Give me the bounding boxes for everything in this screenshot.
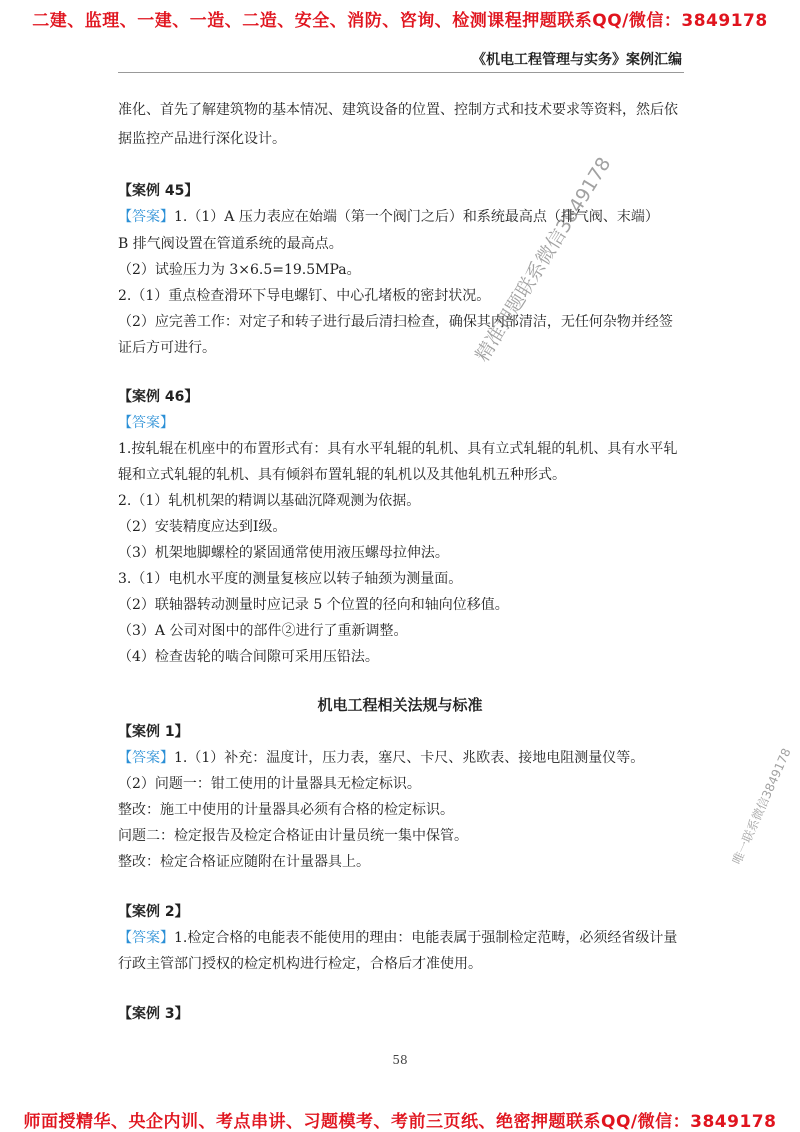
case-heading: 【案例 3】	[118, 1006, 189, 1022]
body-text-line: 辊和立式轧辊的轧机、具有倾斜布置轧辊的轧机以及其他轧机五种形式。	[118, 467, 566, 483]
body-text-line: 整改：施工中使用的计量器具必须有合格的检定标识。	[118, 802, 454, 818]
body-text-line: 2.（1）重点检查滑环下导电螺钉、中心孔堵板的密封状况。	[118, 288, 491, 304]
body-text-line: B 排气阀设置在管道系统的最高点。	[118, 236, 343, 252]
section-title: 机电工程相关法规与标准	[317, 696, 483, 714]
body-text-line: （2）问题一：钳工使用的计量器具无检定标识。	[118, 776, 421, 792]
case-heading: 【案例 46】	[118, 389, 199, 405]
body-text-line: （2）安装精度应达到Ⅰ级。	[118, 519, 287, 535]
body-text-line: （3）A 公司对图中的部件②进行了重新调整。	[118, 623, 408, 639]
answer-label: 【答案】	[118, 415, 174, 431]
body-text-line: （2）试验压力为 3×6.5=19.5MPa。	[118, 262, 361, 278]
answer-line	[118, 927, 677, 947]
body-text-line: （2）联轴器转动测量时应记录 5 个位置的径向和轴向位移值。	[118, 597, 509, 613]
body-text-line: 1.按轧辊在机座中的布置形式有：具有水平轧辊的轧机、具有立式轧辊的轧机、具有水平轧	[118, 441, 678, 457]
body-text-line: 3.（1）电机水平度的测量复核应以转子轴颈为测量面。	[118, 571, 463, 587]
body-text-line: 整改：检定合格证应随附在计量器具上。	[118, 854, 370, 870]
body-text-line: 问题二：检定报告及检定合格证由计量员统一集中保管。	[118, 828, 468, 844]
body-text-line: 2.（1）轧机机架的精调以基础沉降观测为依据。	[118, 493, 421, 509]
answer-label: 【答案】	[118, 930, 174, 946]
watermark-text: 唯一联系微信3849178	[729, 746, 794, 867]
bottom-contact-banner: 师面授精华、央企内训、考点串讲、习题模考、考前三页纸、绝密押题联系QQ/微信：3849178	[23, 1112, 777, 1132]
body-text-line: （3）机架地脚螺栓的紧固通常使用液压螺母拉伸法。	[118, 545, 449, 561]
answer-text: 1.（1）补充：温度计，压力表，塞尺、卡尺、兆欧表、接地电阻测量仪等。	[174, 750, 645, 766]
answer-text: 1.检定合格的电能表不能使用的理由：电能表属于强制检定范畴，必须经省级计量	[174, 930, 678, 946]
answer-text: 1.（1）A 压力表应在始端（第一个阀门之后）和系统最高点（排气阀、末端）	[174, 209, 659, 225]
case-heading: 【案例 45】	[118, 183, 199, 199]
answer-line	[118, 747, 644, 767]
header-rule	[118, 72, 684, 73]
answer-label: 【答案】	[118, 750, 174, 766]
body-text-line: 据监控产品进行深化设计。	[118, 131, 286, 147]
body-text-line: （4）检查齿轮的啮合间隙可采用压铅法。	[118, 649, 379, 665]
top-contact-banner: 二建、监理、一建、一造、二造、安全、消防、咨询、检测课程押题联系QQ/微信：3849178	[32, 11, 768, 31]
body-text-line: 证后方可进行。	[118, 340, 216, 356]
watermark-text: 精准押题联系微信3849178	[471, 153, 616, 366]
page-number: 58	[392, 1053, 408, 1067]
answer-label: 【答案】	[118, 209, 174, 225]
case-heading: 【案例 1】	[118, 724, 189, 740]
body-text-line: 准化、首先了解建筑物的基本情况、建筑设备的位置、控制方式和技术要求等资料，然后依	[118, 102, 678, 118]
case-heading: 【案例 2】	[118, 904, 189, 920]
running-header: 《机电工程管理与实务》案例汇编	[472, 52, 682, 68]
body-text-line: （2）应完善工作：对定子和转子进行最后清扫检查，确保其内部清洁，无任何杂物并经签	[118, 314, 673, 330]
body-text-line: 行政主管部门授权的检定机构进行检定，合格后才准使用。	[118, 956, 482, 972]
